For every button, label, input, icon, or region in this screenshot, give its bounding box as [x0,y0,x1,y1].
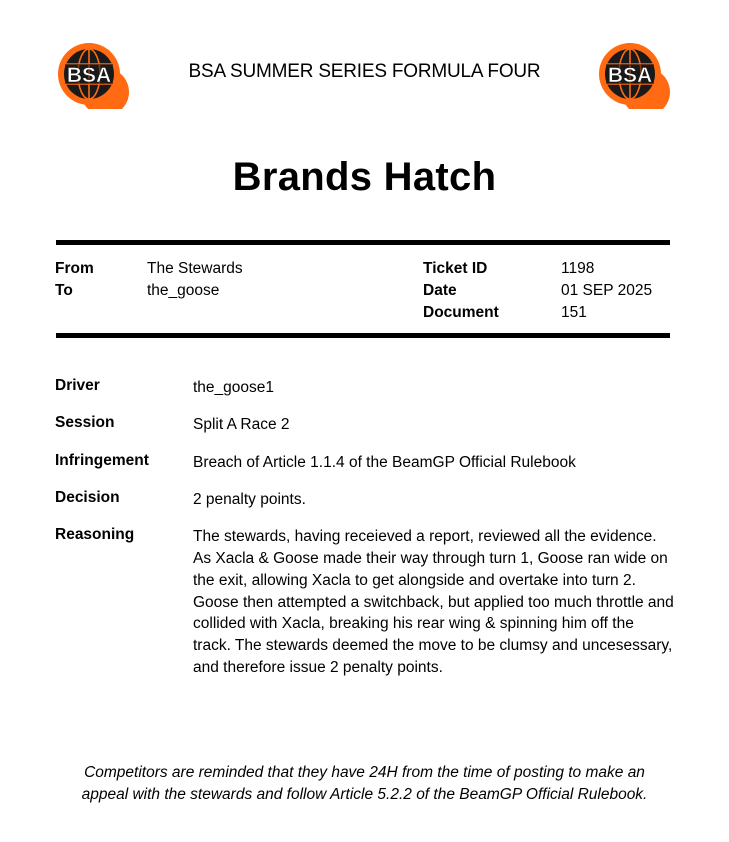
svg-text:BSA: BSA [66,64,112,87]
reasoning-value: The stewards, having receieved a report, reviewed all the evidence. As Xacla & Goose made their way through turn 1, Goose ran wide on the exit, allowing Xacla to get alongside and overtake into turn 2. Goose then attempted a switchback, but applied too much throttle and collided with Xacla, breaking his rear wing & spinning him off the track. The stewards deemed the move to be clumsy and uncesessary, and therefore issue 2 penalty points. [193,528,674,676]
decision-row [55,489,675,511]
bottom-divider [56,333,670,338]
meta-values-right [561,258,652,324]
infringement-label: Infringement [55,451,149,469]
decision-label: Decision [55,488,120,506]
document-value: 151 [561,304,587,321]
document-label: Document [423,304,499,321]
ticket-id-label: Ticket ID [423,260,488,277]
top-divider [56,240,670,245]
reasoning-label: Reasoning [55,526,135,544]
venue-title: Brands Hatch [232,155,497,199]
session-value: Split A Race 2 [193,416,290,434]
driver-value: the_goose1 [193,379,275,396]
from-label: From [55,260,94,277]
svg-text:BSA: BSA [607,64,653,87]
date-value: 01 SEP 2025 [561,282,653,299]
decision-details [55,377,675,679]
to-label: To [55,282,73,299]
to-value: the_goose [147,282,220,299]
driver-row [55,377,675,399]
from-value: The Stewards [147,260,243,277]
meta-labels-right [423,258,499,324]
decision-value: 2 penalty points. [193,490,306,508]
session-label: Session [55,414,115,432]
meta-labels-left [55,258,94,302]
appeal-notice: Competitors are reminded that they have 24H from the time of posting to make an appeal with the stewards and follow Article 5.2.2 of the BeamGP Official Rulebook. [81,764,648,803]
infringement-value: Breach of Article 1.1.4 of the BeamGP Official Rulebook [193,453,576,471]
reasoning-row [55,526,675,679]
ticket-id-value: 1198 [561,260,595,277]
date-label: Date [423,282,457,299]
driver-label: Driver [55,377,100,394]
series-title: BSA SUMMER SERIES FORMULA FOUR [188,61,541,82]
meta-values-left [147,258,243,302]
session-row [55,414,675,436]
infringement-row [55,452,675,474]
